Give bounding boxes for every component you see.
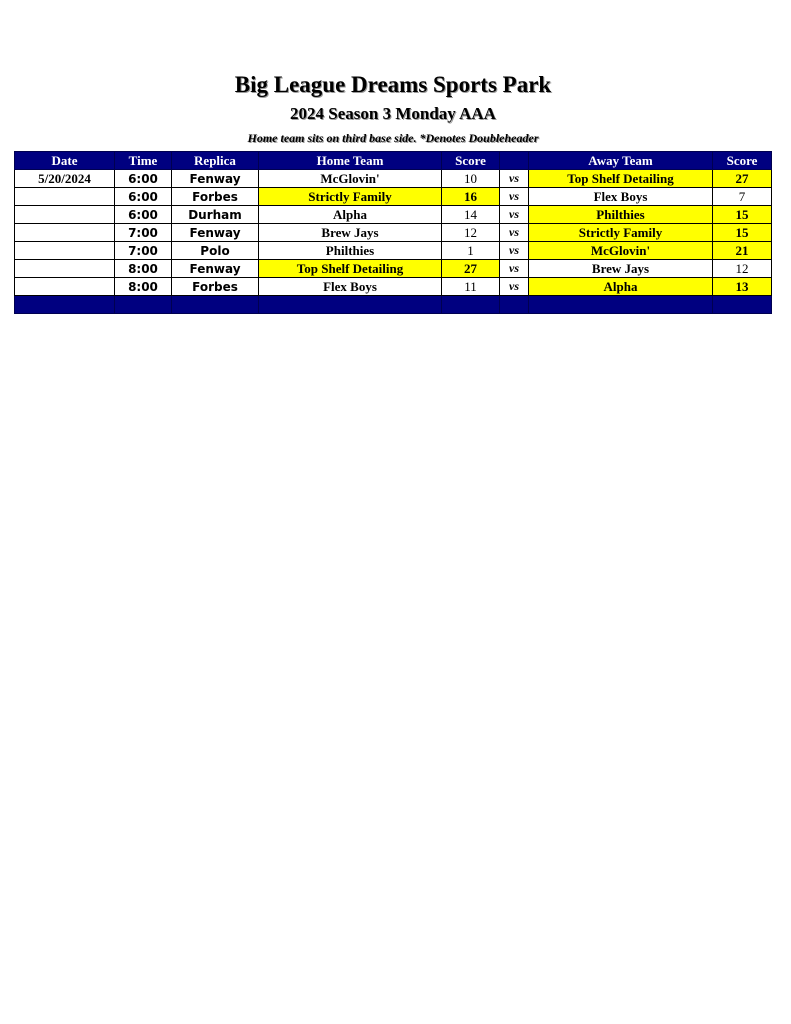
home-score-cell: 14	[442, 206, 500, 224]
table-row	[15, 170, 772, 188]
column-header-home-score: Score	[442, 152, 500, 170]
column-header-time: Time	[115, 152, 172, 170]
away-team-cell: Alpha	[529, 278, 713, 296]
home-score-cell: 27	[442, 260, 500, 278]
replica-cell: Forbes	[172, 278, 259, 296]
footer-cell	[115, 296, 172, 314]
away-score-cell: 12	[713, 260, 772, 278]
home-score-cell: 16	[442, 188, 500, 206]
table-row	[15, 278, 772, 296]
table-row	[15, 188, 772, 206]
replica-cell: Forbes	[172, 188, 259, 206]
replica-cell: Fenway	[172, 224, 259, 242]
away-score-cell: 21	[713, 242, 772, 260]
vs-cell: vs	[500, 242, 529, 260]
footer-cell	[15, 296, 115, 314]
table-row	[15, 224, 772, 242]
replica-cell: Polo	[172, 242, 259, 260]
away-team-cell: Flex Boys	[529, 188, 713, 206]
away-team-cell: Top Shelf Detailing	[529, 170, 713, 188]
footer-cell	[529, 296, 713, 314]
away-score-cell: 27	[713, 170, 772, 188]
home-score-cell: 10	[442, 170, 500, 188]
home-score-cell: 12	[442, 224, 500, 242]
time-cell: 8:00	[115, 260, 172, 278]
time-cell: 8:00	[115, 278, 172, 296]
away-score-cell: 15	[713, 224, 772, 242]
date-cell	[15, 242, 115, 260]
away-team-cell: Philthies	[529, 206, 713, 224]
footer-cell	[713, 296, 772, 314]
time-cell: 6:00	[115, 188, 172, 206]
date-cell	[15, 278, 115, 296]
away-score-cell: 13	[713, 278, 772, 296]
column-header-away-team: Away Team	[529, 152, 713, 170]
vs-cell: vs	[500, 188, 529, 206]
home-score-cell: 1	[442, 242, 500, 260]
header-row	[15, 152, 772, 170]
table-row	[15, 242, 772, 260]
home-team-cell: Strictly Family	[259, 188, 442, 206]
time-cell: 7:00	[115, 242, 172, 260]
replica-cell: Durham	[172, 206, 259, 224]
column-header-away-score: Score	[713, 152, 772, 170]
column-header-replica: Replica	[172, 152, 259, 170]
table-row	[15, 206, 772, 224]
time-cell: 6:00	[115, 206, 172, 224]
season-subtitle: 2024 Season 3 Monday AAA	[290, 104, 496, 123]
home-team-cell: Philthies	[259, 242, 442, 260]
home-team-cell: Alpha	[259, 206, 442, 224]
vs-cell: vs	[500, 206, 529, 224]
footer-cell	[172, 296, 259, 314]
away-score-cell: 7	[713, 188, 772, 206]
footer-cell	[500, 296, 529, 314]
away-team-cell: Brew Jays	[529, 260, 713, 278]
table-footer-bar	[15, 296, 772, 314]
away-team-cell: Strictly Family	[529, 224, 713, 242]
home-score-cell: 11	[442, 278, 500, 296]
vs-cell: vs	[500, 278, 529, 296]
column-header-vs	[500, 152, 529, 170]
time-cell: 6:00	[115, 170, 172, 188]
date-cell: 5/20/2024	[15, 170, 115, 188]
vs-cell: vs	[500, 170, 529, 188]
footer-cell	[259, 296, 442, 314]
home-team-cell: McGlovin'	[259, 170, 442, 188]
schedule-table	[14, 151, 772, 314]
doubleheader-note: Home team sits on third base side. *Denotes Doubleheader	[247, 131, 539, 145]
away-team-cell: McGlovin'	[529, 242, 713, 260]
date-cell	[15, 188, 115, 206]
footer-cell	[442, 296, 500, 314]
date-cell	[15, 206, 115, 224]
vs-cell: vs	[500, 224, 529, 242]
replica-cell: Fenway	[172, 170, 259, 188]
column-header-date: Date	[15, 152, 115, 170]
away-score-cell: 15	[713, 206, 772, 224]
schedule-body	[15, 170, 772, 314]
home-team-cell: Top Shelf Detailing	[259, 260, 442, 278]
page-title: Big League Dreams Sports Park	[234, 72, 552, 97]
date-cell	[15, 224, 115, 242]
home-team-cell: Brew Jays	[259, 224, 442, 242]
replica-cell: Fenway	[172, 260, 259, 278]
table-row	[15, 260, 772, 278]
column-header-home-team: Home Team	[259, 152, 442, 170]
vs-cell: vs	[500, 260, 529, 278]
home-team-cell: Flex Boys	[259, 278, 442, 296]
time-cell: 7:00	[115, 224, 172, 242]
date-cell	[15, 260, 115, 278]
